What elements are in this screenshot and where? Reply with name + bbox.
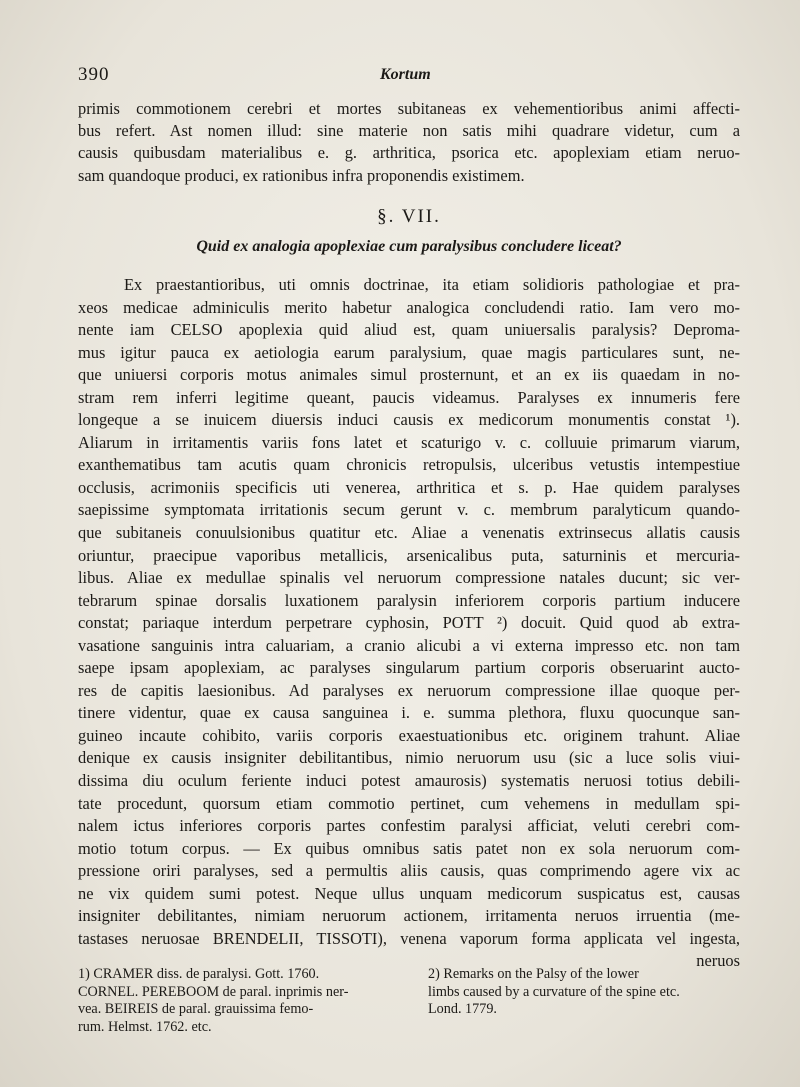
footnote-line: vea. BEIREIS de paral. grauissima femo- <box>78 1001 314 1018</box>
page-header <box>78 64 738 88</box>
text-line: Ex praestantioribus, uti omnis doctrinae, ita etiam solidioris pathologiae et pra- <box>124 275 740 294</box>
text-line: mus igitur pauca ex aetiologia earum paralysium, quae magis particulares sunt, ne- <box>78 342 740 362</box>
text-line: primis commotionem cerebri et mortes subitaneas ex vehementioribus animi affecti- <box>78 99 740 118</box>
text-line: stram rem inferri legitime queant, paucis videamus. Paralyses ex innumeris fere <box>78 387 740 407</box>
section-heading: §. VII. <box>377 206 441 227</box>
main-paragraph <box>78 274 740 973</box>
text-line: nalem ictus inferiores corporis partes confestim paralysi afficiat, veluti cerebri com- <box>78 816 740 836</box>
text-line: res de capitis laesionibus. Ad paralyses ex neruorum compressione illae quoque per- <box>78 680 740 700</box>
text-line: dissima diu oculum feriente induci potest amaurosis) systematis neruosi totius debili- <box>78 771 740 791</box>
footnote-line: 1) CRAMER diss. de paralysi. Gott. 1760. <box>78 966 320 982</box>
text-line: libus. Aliae ex medullae spinalis vel neruorum compressione natales ducunt; sic ver- <box>78 568 740 588</box>
footnote-line: Lond. 1779. <box>428 1001 497 1018</box>
text-line: denique ex causis insigniter debilitantibus, nimio neruorum usu (sic a luce solis viui- <box>78 748 740 768</box>
footnote-line: limbs caused by a curvature of the spine etc. <box>428 983 680 1000</box>
footnote-1 <box>78 966 408 1036</box>
footnote-2 <box>428 966 742 1019</box>
text-line: ne vix quidem sumi potest. Neque ullus unquam medicorum suspicatus est, causas <box>78 883 740 903</box>
text-line: que uniuersi corporis motus animales simul prosternunt, et an ex iis quaedam in no- <box>78 365 740 385</box>
footnote-line: rum. Helmst. 1762. etc. <box>78 1018 212 1035</box>
text-line: saepissime symptomata irritationis secum gerunt v. c. membrum paralyticum quando- <box>78 500 740 520</box>
text-line: tinere videntur, quae ex causa sanguinea i. e. summa plethora, fluxu quocunque san- <box>78 703 740 723</box>
text-line: tastases neruosae BRENDELII, TISSOTI), venena vaporum forma applicata vel ingesta, <box>78 928 740 948</box>
text-line: longeque a se inuicem diuersis induci causis ex medicorum monumentis constat ¹). <box>78 410 740 430</box>
text-line: oriuntur, praecipue vaporibus metallicis, arsenicalibus puta, saturninis et mercuria- <box>78 545 740 565</box>
intro-text <box>78 98 740 187</box>
text-line: occlusis, acrimoniis specificis uti venerea, arthritica et s. p. Hae quidem paralyses <box>78 477 740 497</box>
footnote-line: CORNEL. PEREBOOM de paral. inprimis ner- <box>78 983 349 1000</box>
text-line: nente iam CELSO apoplexia quid aliud est, quam uniuersalis paralysis? Depromа- <box>78 320 740 340</box>
text-line: xeos medicae adminiculis merito habetur analogica concludendi ratio. Iam vero mo- <box>78 297 740 317</box>
text-line: tebrarum spinae dorsalis luxationem paralysin inferiorem corporis partium inducere <box>78 590 740 610</box>
text-line: causis quibusdam materialibus e. g. arthritica, psorica etc. apoplexiam etiam neruo- <box>78 143 740 163</box>
text-line: sam quandoque produci, ex rationibus infra proponendis existimem. <box>78 165 525 185</box>
text-line: vasatione sanguinis intra caluariam, a cranio alicubi a vi externa impresso etc. non tam <box>78 635 740 655</box>
text-line: exanthematibus tam acutis quam chronicis retropulsis, ulceribus vetustis intempestiue <box>78 455 740 475</box>
text-line: constat; pariaque interdum perpetrare cyphosin, POTT ²) docuit. Quid quod ab extra- <box>78 613 740 633</box>
text-line: insigniter debilitantes, nimiam neruorum actionem, irritamenta neruos irruentia (me- <box>78 906 740 926</box>
text-line: saepe ipsam apoplexiam, ac paralyses singularum partium corporis obseruarint aucto- <box>78 658 740 678</box>
text-line: Aliarum in irritamentis variis fons latet et scaturigo v. c. colluuie primarum viarum, <box>78 432 740 452</box>
text-line: tate procedunt, quorsum etiam commotio pertinet, cum vehemens in medullam spi- <box>78 793 740 813</box>
text-line: guineo incaute cohibito, variis corporis exaestuationibus etc. originem trahunt. Aliae <box>78 725 740 745</box>
footnote-line: 2) Remarks on the Palsy of the lower <box>428 966 639 982</box>
text-line: pressione oriri paralyses, sed a permultis aliis causis, quas comprimendo agere vix ac <box>78 861 740 881</box>
section-subtitle: Quid ex analogia apoplexiae cum paralysibus concludere liceat? <box>196 238 622 255</box>
catchword: neruos <box>696 951 740 971</box>
text-line: que subitaneis conuulsionibus quatitur etc. Aliae a venenatis extrinsecus allatis causis <box>78 523 740 543</box>
text-line: bus refert. Ast nomen illud: sine materie non satis mihi quadrare videtur, cum a <box>78 121 740 141</box>
running-head: Kortum <box>380 66 431 83</box>
text-line: motio totum corpus. — Ex quibus omnibus satis patet non ex sola neruorum com- <box>78 838 740 858</box>
page-number: 390 <box>78 64 110 85</box>
